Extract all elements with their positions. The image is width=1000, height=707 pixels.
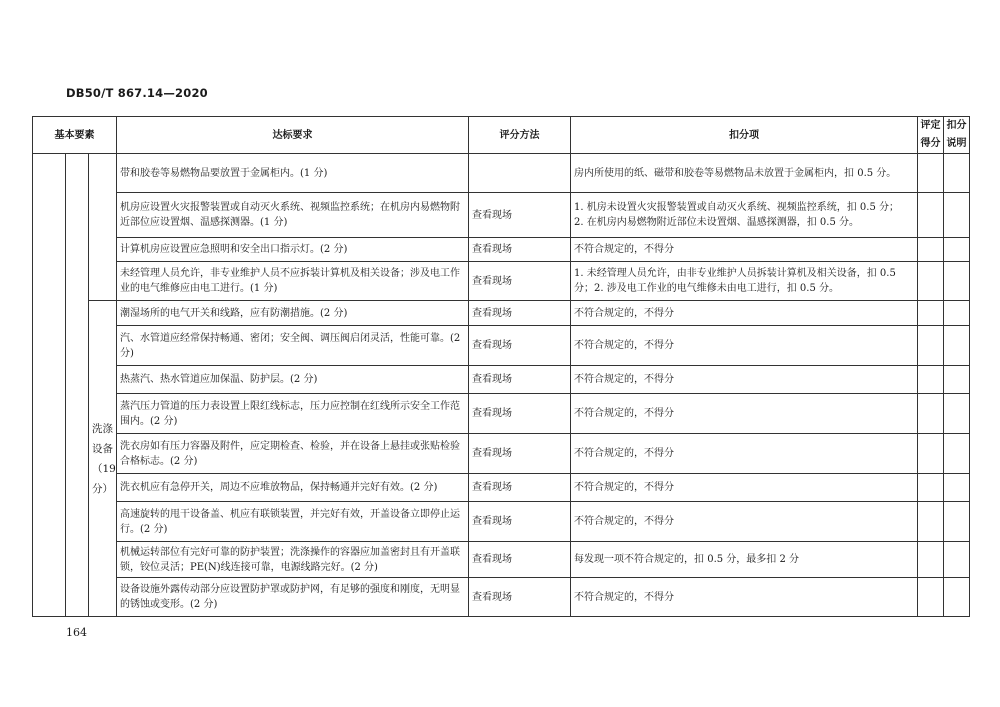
score-cell: [918, 366, 944, 394]
method-cell: 查看现场: [469, 542, 571, 578]
requirement-cell: 机械运转部位有完好可靠的防护装置；洗涤操作的容器应加盖密封且有开盖联锁，铰位灵活；PE(N)线连接可靠，电源线路完好。(2 分): [117, 542, 469, 578]
deduction-cell: [571, 193, 918, 238]
note-cell: [944, 542, 970, 578]
note-cell: [944, 301, 970, 326]
deduction-cell: 不符合规定的，不得分: [571, 502, 918, 542]
note-cell: [944, 394, 970, 434]
note-cell: [944, 262, 970, 301]
score-cell: [918, 578, 944, 617]
table-row: [33, 578, 970, 617]
document-code: DB50/T 867.14—2020: [66, 86, 208, 100]
requirement-cell: 设备设施外露传动部分应设置防护罩或防护网，有足够的强度和刚度，无明显的锈蚀或变形。(2 分): [117, 578, 469, 617]
method-cell: 查看现场: [469, 262, 571, 301]
deduction-cell: 不符合规定的，不得分: [571, 238, 918, 262]
table-row: [33, 474, 970, 502]
score-cell: [918, 326, 944, 366]
requirement-cell: 未经管理人员允许，非专业维护人员不应拆装计算机及相关设备；涉及电工作业的电气维修应由电工进行。(1 分): [117, 262, 469, 301]
requirement-cell: 潮湿场所的电气开关和线路，应有防潮措施。(2 分): [117, 301, 469, 326]
requirement-cell: 带和胶卷等易燃物品要放置于金属柜内。(1 分): [117, 154, 469, 193]
table-row: [33, 301, 970, 326]
note-cell: [944, 193, 970, 238]
table-row: [33, 193, 970, 238]
header-score-line2: 得分: [920, 138, 941, 149]
header-note-line1: 扣分: [946, 120, 967, 131]
deduction-cell: 不符合规定的，不得分: [571, 434, 918, 474]
score-cell: [918, 502, 944, 542]
requirement-cell: 洗衣房如有压力容器及附件，应定期检查、检验，并在设备上悬挂或张贴检验合格标志。(2 分): [117, 434, 469, 474]
header-note-line2: 说明: [946, 138, 967, 149]
method-cell: [469, 154, 571, 193]
page-number: 164: [66, 626, 87, 639]
basic-element-cell: [33, 154, 66, 617]
note-cell: [944, 578, 970, 617]
table-header-row: [33, 117, 970, 154]
note-cell: [944, 154, 970, 193]
deduction-cell: 不符合规定的，不得分: [571, 366, 918, 394]
score-cell: [918, 193, 944, 238]
deduction-cell: 每发现一项不符合规定的，扣 0.5 分，最多扣 2 分: [571, 542, 918, 578]
table-row: [33, 366, 970, 394]
method-cell: 查看现场: [469, 193, 571, 238]
deduction-cell: 不符合规定的，不得分: [571, 578, 918, 617]
requirement-cell: 洗衣机应有急停开关，周边不应堆放物品，保持畅通并完好有效。(2 分): [117, 474, 469, 502]
category-label-line1: 洗涤: [92, 422, 114, 435]
note-cell: [944, 326, 970, 366]
score-cell: [918, 394, 944, 434]
deduction-cell: 不符合规定的，不得分: [571, 301, 918, 326]
header-basic-elements: 基本要素: [33, 117, 117, 154]
header-note: [944, 117, 970, 154]
category-label-line3: （19: [92, 462, 116, 475]
table-row: [33, 326, 970, 366]
method-cell: 查看现场: [469, 474, 571, 502]
header-deduction: 扣分项: [571, 117, 918, 154]
method-cell: 查看现场: [469, 578, 571, 617]
table-row: [33, 154, 970, 193]
score-cell: [918, 238, 944, 262]
requirement-cell: 蒸汽压力管道的压力表设置上限红线标志，压力应控制在红线所示安全工作范围内。(2 分): [117, 394, 469, 434]
requirement-cell: 高速旋转的甩干设备盖、机应有联锁装置，并完好有效，开盖设备立即停止运行。(2 分): [117, 502, 469, 542]
method-cell: 查看现场: [469, 502, 571, 542]
deduction-cell: 1. 未经管理人员允许，由非专业维护人员拆装计算机及相关设备，扣 0.5 分；2. 涉及电工作业的电气维修未由电工进行，扣 0.5 分。: [571, 262, 918, 301]
note-cell: [944, 366, 970, 394]
table-row: [33, 394, 970, 434]
deduction-cell: 不符合规定的，不得分: [571, 326, 918, 366]
requirement-cell: 汽、水管道应经常保持畅通、密闭；安全阀、调压阀启闭灵活，性能可靠。(2 分): [117, 326, 469, 366]
header-requirements: 达标要求: [117, 117, 469, 154]
method-cell: 查看现场: [469, 434, 571, 474]
category-cell-washing-equipment: [89, 301, 117, 617]
table-row: [33, 262, 970, 301]
header-method: 评分方法: [469, 117, 571, 154]
method-cell: 查看现场: [469, 301, 571, 326]
score-cell: [918, 154, 944, 193]
method-cell: 查看现场: [469, 326, 571, 366]
category-label-line2: 设备: [92, 442, 114, 455]
header-score: [918, 117, 944, 154]
header-score-line1: 评定: [920, 120, 941, 131]
note-cell: [944, 238, 970, 262]
requirement-cell: 计算机房应设置应急照明和安全出口指示灯。(2 分): [117, 238, 469, 262]
note-cell: [944, 434, 970, 474]
score-cell: [918, 434, 944, 474]
category-label-line4: 分）: [92, 482, 114, 495]
requirement-cell: 热蒸汽、热水管道应加保温、防护层。(2 分): [117, 366, 469, 394]
standard-table: [32, 116, 970, 617]
sub-element-cell: [66, 154, 89, 617]
method-cell: 查看现场: [469, 238, 571, 262]
table-row: [33, 434, 970, 474]
deduction-cell: 不符合规定的，不得分: [571, 394, 918, 434]
deduction-cell: 不符合规定的，不得分: [571, 474, 918, 502]
method-cell: 查看现场: [469, 394, 571, 434]
table-row: [33, 542, 970, 578]
score-cell: [918, 474, 944, 502]
score-cell: [918, 301, 944, 326]
method-cell: 查看现场: [469, 366, 571, 394]
requirement-cell: 机房应设置火灾报警装置或自动灭火系统、视频监控系统；在机房内易燃物附近部位应设置烟、温感探测器。(1 分): [117, 193, 469, 238]
note-cell: [944, 502, 970, 542]
score-cell: [918, 542, 944, 578]
table-row: [33, 238, 970, 262]
category-cell-computer-room: [89, 154, 117, 301]
table-row: [33, 502, 970, 542]
note-cell: [944, 474, 970, 502]
deduction-item-1: 1. 机房未设置火灾报警装置或自动灭火系统、视频监控系统，扣 0.5 分；: [574, 202, 900, 213]
score-cell: [918, 262, 944, 301]
deduction-item-2: 2. 在机房内易燃物附近部位未设置烟、温感探测器，扣 0.5 分。: [574, 217, 860, 228]
deduction-cell: 房内所使用的纸、磁带和胶卷等易燃物品未放置于金属柜内，扣 0.5 分。: [571, 154, 918, 193]
